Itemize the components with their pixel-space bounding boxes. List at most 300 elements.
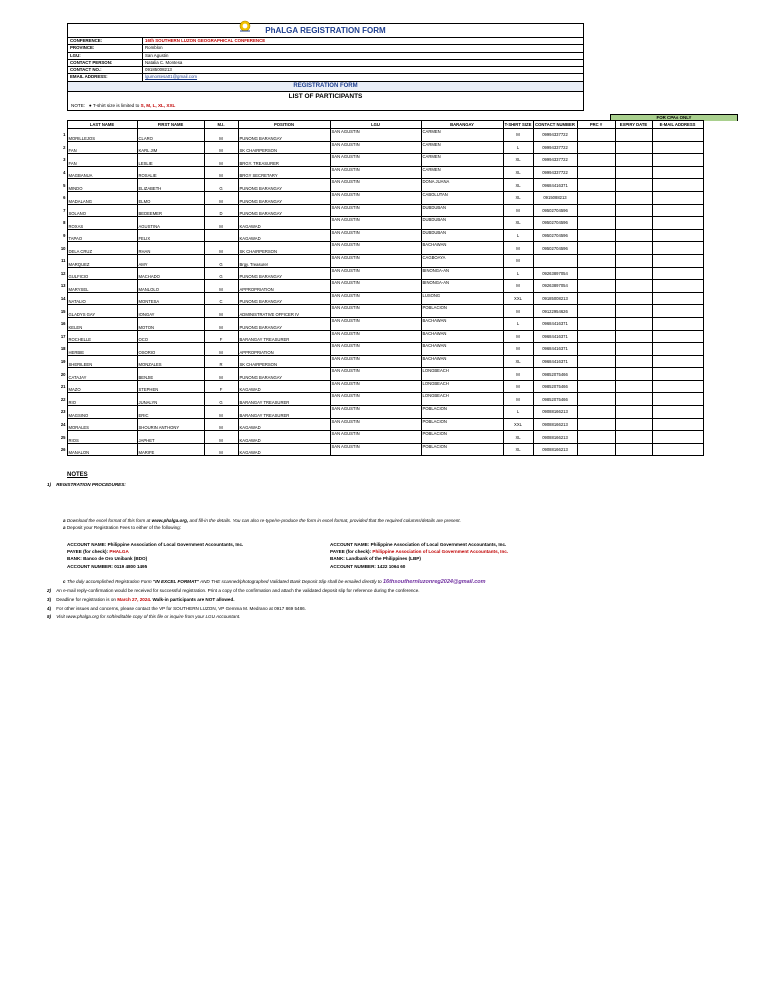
first-name-cell: MACHADO xyxy=(137,267,204,280)
tshirt-size-cell: XL xyxy=(503,191,533,204)
header-field-row xyxy=(67,74,584,81)
barangay-cell: BACHAWAN xyxy=(421,317,503,330)
first-name-cell: KARL JIM xyxy=(137,141,204,154)
notes-title: NOTES xyxy=(67,472,88,478)
contact-number-cell: 09994337722 xyxy=(533,141,577,154)
barangay-cell: LUSONG xyxy=(421,292,503,305)
expiry-date-cell xyxy=(615,242,652,255)
prc-cell xyxy=(577,317,615,330)
first-name-cell: LESLIE xyxy=(137,154,204,167)
barangay-cell: CAGBOAYA xyxy=(421,254,503,267)
registration-form-heading: REGISTRATION FORM xyxy=(67,82,584,92)
prc-cell xyxy=(577,229,615,242)
row-number: 20 xyxy=(60,371,66,377)
lgu-cell: SAN AGUSTIN xyxy=(330,443,421,456)
first-name-cell: OCO xyxy=(137,330,204,343)
email-cell xyxy=(652,179,703,192)
position-cell: PUNONG BARANGAY xyxy=(238,368,330,381)
contact-number-cell: 09684416371 xyxy=(533,330,577,343)
table-row xyxy=(57,191,703,204)
notes-item-c: c The duly accomplished Registration Form "IN EXCEL FORMAT" AND THE scanned/photographed Validated Bank Deposit Slip shall be emailed directly to 16thsouthernluzonreg2024@gmail.com xyxy=(63,579,486,585)
prc-cell xyxy=(577,355,615,368)
barangay-cell: CARMEN xyxy=(421,129,503,142)
last-name-cell: MARQUEZ xyxy=(67,254,137,267)
lgu-cell: SAN AGUSTIN xyxy=(330,141,421,154)
form-title: PhALGA REGISTRATION FORM xyxy=(265,26,386,35)
header-field-row xyxy=(67,45,584,52)
email-cell xyxy=(652,191,703,204)
position-cell: SK CHAIRPERSON xyxy=(238,242,330,255)
table-row xyxy=(57,368,703,381)
lgu-cell: SAN AGUSTIN xyxy=(330,330,421,343)
table-row xyxy=(57,154,703,167)
lgu-cell: SAN AGUSTIN xyxy=(330,280,421,293)
last-name-cell: TAPAO xyxy=(67,229,137,242)
column-header: LGU xyxy=(330,121,421,129)
mi-cell: M xyxy=(204,406,238,419)
barangay-cell: BACHAWAN xyxy=(421,343,503,356)
column-header: M.I. xyxy=(204,121,238,129)
table-row xyxy=(57,431,703,444)
column-header: BARANGAY xyxy=(421,121,503,129)
tshirt-size-cell: XL xyxy=(503,431,533,444)
email-cell xyxy=(652,141,703,154)
lgu-cell: SAN AGUSTIN xyxy=(330,431,421,444)
contact-number-cell: 09852075466 xyxy=(533,368,577,381)
first-name-cell: MANLOLO xyxy=(137,280,204,293)
tshirt-size-cell: XL xyxy=(503,166,533,179)
position-cell: SK CHAIRPERSON xyxy=(238,141,330,154)
email-cell xyxy=(652,330,703,343)
tshirt-size-cell: XL xyxy=(503,355,533,368)
tshirt-size-cell: L xyxy=(503,317,533,330)
expiry-date-cell xyxy=(615,431,652,444)
mi-cell: M xyxy=(204,242,238,255)
first-name-cell: BENJIE xyxy=(137,368,204,381)
table-row xyxy=(57,242,703,255)
prc-cell xyxy=(577,368,615,381)
tshirt-size-cell: XXL xyxy=(503,292,533,305)
mi-cell: M xyxy=(204,141,238,154)
last-name-cell: HERBIE xyxy=(67,343,137,356)
position-cell: ADMINISTRATIVE OFFICER IV xyxy=(238,305,330,318)
barangay-cell: POBLACION xyxy=(421,406,503,419)
email-cell xyxy=(652,166,703,179)
lgu-cell: SAN AGUSTIN xyxy=(330,380,421,393)
tshirt-size-cell: M xyxy=(503,380,533,393)
email-cell xyxy=(652,305,703,318)
prc-cell xyxy=(577,330,615,343)
table-row xyxy=(57,305,703,318)
last-name-cell: FAN xyxy=(67,141,137,154)
expiry-date-cell xyxy=(615,154,652,167)
prc-cell xyxy=(577,443,615,456)
expiry-date-cell xyxy=(615,418,652,431)
table-row xyxy=(57,129,703,142)
position-cell: BRGY SECRETARY xyxy=(238,166,330,179)
row-number: 17 xyxy=(60,333,66,339)
first-name-cell: AMY xyxy=(137,254,204,267)
mi-cell: M xyxy=(204,129,238,142)
contact-number-cell: 09088166213 xyxy=(533,418,577,431)
position-cell: APPROPRIATION xyxy=(238,343,330,356)
last-name-cell: MARYSEL xyxy=(67,280,137,293)
column-header: EXPIRY DATE xyxy=(615,121,652,129)
participants-table xyxy=(57,120,704,456)
column-header: POSITION xyxy=(238,121,330,129)
table-row xyxy=(57,393,703,406)
prc-cell xyxy=(577,242,615,255)
row-number: 21 xyxy=(60,384,66,390)
barangay-cell: POBLACION xyxy=(421,418,503,431)
header-field-label: LGU: xyxy=(68,53,143,59)
expiry-date-cell xyxy=(615,267,652,280)
lgu-cell: SAN AGUSTIN xyxy=(330,166,421,179)
last-name-cell: MAGSINO xyxy=(67,406,137,419)
row-number: 9 xyxy=(63,233,66,239)
row-number: 16 xyxy=(60,321,66,327)
lgu-cell: SAN AGUSTIN xyxy=(330,217,421,230)
row-number: 4 xyxy=(63,170,66,176)
prc-cell xyxy=(577,393,615,406)
first-name-cell: JAPHET xyxy=(137,431,204,444)
position-cell: KAGAWAD xyxy=(238,380,330,393)
last-name-cell: MINDO xyxy=(67,179,137,192)
first-name-cell: CLARO xyxy=(137,129,204,142)
contact-number-cell: 09502704596 xyxy=(533,242,577,255)
mi-cell: M xyxy=(204,191,238,204)
header-field-row xyxy=(67,67,584,74)
email-cell xyxy=(652,343,703,356)
barangay-cell: DUBDUBAN xyxy=(421,229,503,242)
expiry-date-cell xyxy=(615,443,652,456)
position-cell: PUNONG BARANGAY xyxy=(238,267,330,280)
prc-cell xyxy=(577,292,615,305)
last-name-cell: SOLANO xyxy=(67,204,137,217)
prc-cell xyxy=(577,154,615,167)
column-header: PRC # xyxy=(577,121,615,129)
mi-cell: G xyxy=(204,267,238,280)
last-name-cell: FAN xyxy=(67,154,137,167)
prc-cell xyxy=(577,179,615,192)
header-field-value: Natalia C. Montesa xyxy=(145,59,183,65)
contact-number-cell: 09088166213 xyxy=(533,406,577,419)
table-row xyxy=(57,166,703,179)
first-name-cell: IONGAY xyxy=(137,305,204,318)
email-cell xyxy=(652,217,703,230)
contact-number-cell: 09185008213 xyxy=(533,292,577,305)
prc-cell xyxy=(577,380,615,393)
table-row xyxy=(57,406,703,419)
row-number: 19 xyxy=(60,358,66,364)
expiry-date-cell xyxy=(615,305,652,318)
tshirt-size-cell: M xyxy=(503,330,533,343)
column-header: FIRST NAME xyxy=(137,121,204,129)
contact-number-cell: 09502704596 xyxy=(533,204,577,217)
form-sheet xyxy=(67,23,584,111)
lgu-cell: SAN AGUSTIN xyxy=(330,254,421,267)
lgu-cell: SAN AGUSTIN xyxy=(330,305,421,318)
notes-item-a: a Download the excel format of this form at www.phalga.org, and fill-in the details. You can also re-type/re-produce the form in excel format, provided that the required columns/details are present. xyxy=(63,518,461,523)
expiry-date-cell xyxy=(615,204,652,217)
header-field-value: San Agustin xyxy=(145,52,169,58)
position-cell: PUNONG BARANGAY xyxy=(238,292,330,305)
contact-number-cell xyxy=(533,254,577,267)
mi-cell: R xyxy=(204,355,238,368)
phalga-link[interactable]: www.phalga.org, xyxy=(151,518,189,523)
position-cell: PUNONG BARANGAY xyxy=(238,317,330,330)
lgu-cell: SAN AGUSTIN xyxy=(330,154,421,167)
table-row xyxy=(57,317,703,330)
row-number: 12 xyxy=(60,270,66,276)
mi-cell xyxy=(204,229,238,242)
first-name-cell: JUNALYN xyxy=(137,393,204,406)
barangay-cell: POBLACION xyxy=(421,431,503,444)
tshirt-size-cell: M xyxy=(503,368,533,381)
prc-cell xyxy=(577,191,615,204)
barangay-cell: DONA JUANA xyxy=(421,179,503,192)
prc-cell xyxy=(577,431,615,444)
position-cell: SK CHAIRPERSON xyxy=(238,355,330,368)
mi-cell: F xyxy=(204,330,238,343)
email-cell xyxy=(652,267,703,280)
contact-number-cell: 0915088213 xyxy=(533,191,577,204)
row-number: 11 xyxy=(61,258,66,264)
last-name-cell: GULFICIO xyxy=(67,267,137,280)
lgu-cell: SAN AGUSTIN xyxy=(330,355,421,368)
expiry-date-cell xyxy=(615,129,652,142)
row-number: 22 xyxy=(60,396,66,402)
first-name-cell: MONZALES xyxy=(137,355,204,368)
barangay-cell: CABOLUTAN xyxy=(421,191,503,204)
position-cell: PUNONG BARANGAY xyxy=(238,129,330,142)
position-cell: KAGAWAD xyxy=(238,229,330,242)
header-field-row xyxy=(67,60,584,67)
contact-number-cell: 09852075466 xyxy=(533,393,577,406)
lgu-cell: SAN AGUSTIN xyxy=(330,229,421,242)
row-number: 2 xyxy=(63,144,66,150)
header-field-label: EMAIL ADDRESS: xyxy=(68,74,143,80)
table-row xyxy=(57,443,703,456)
mi-cell: M xyxy=(204,431,238,444)
row-number: 24 xyxy=(60,421,66,427)
first-name-cell: AGUSTINA xyxy=(137,217,204,230)
header-field-value[interactable]: lgumontesa01@gmail.com xyxy=(145,74,198,80)
email-cell xyxy=(652,204,703,217)
header-field-label: CONTACT NO.: xyxy=(68,67,143,73)
barangay-cell: BINONGA-AN xyxy=(421,267,503,280)
table-row xyxy=(57,229,703,242)
mi-cell: G xyxy=(204,179,238,192)
notes-item-3: 3) Deadline for registration is on March 27, 2024. Walk-in participants are NOT allowed. xyxy=(47,597,235,602)
table-row xyxy=(57,330,703,343)
contact-number-cell: 09502704596 xyxy=(533,229,577,242)
position-cell: KAGAWAD xyxy=(238,431,330,444)
expiry-date-cell xyxy=(615,406,652,419)
tshirt-size-cell: XL xyxy=(503,179,533,192)
tshirt-size-cell: M xyxy=(503,343,533,356)
row-number: 15 xyxy=(60,308,66,314)
last-name-cell: RIO xyxy=(67,393,137,406)
email-cell xyxy=(652,254,703,267)
expiry-date-cell xyxy=(615,166,652,179)
table-header-row xyxy=(57,121,703,129)
last-name-cell: MORILLEJOS xyxy=(67,129,137,142)
mi-cell: M xyxy=(204,166,238,179)
contact-number-cell: 09994337722 xyxy=(533,154,577,167)
tshirt-size-cell: M xyxy=(503,129,533,142)
row-number: 23 xyxy=(60,409,66,415)
header-field-label: CONTACT PERSON: xyxy=(68,60,143,66)
tshirt-size-cell: XXL xyxy=(503,418,533,431)
prc-cell xyxy=(577,166,615,179)
row-number: 18 xyxy=(60,346,66,352)
email-cell xyxy=(652,280,703,293)
tshirt-size-cell: L xyxy=(503,229,533,242)
lgu-cell: SAN AGUSTIN xyxy=(330,368,421,381)
row-number: 5 xyxy=(63,182,66,188)
prc-cell xyxy=(577,343,615,356)
row-number: 3 xyxy=(63,157,66,163)
contact-number-cell: 09263897054 xyxy=(533,267,577,280)
last-name-cell: KELEN xyxy=(67,317,137,330)
header-field-label: PROVINCE: xyxy=(68,45,143,51)
mi-cell: M xyxy=(204,317,238,330)
header-field-value: 09185008213 xyxy=(145,67,172,73)
last-name-cell: MANALON xyxy=(67,443,137,456)
position-cell: Brgy. Treasurer xyxy=(238,254,330,267)
contact-number-cell: 09088166213 xyxy=(533,443,577,456)
lgu-cell: SAN AGUSTIN xyxy=(330,129,421,142)
notes-item-2: 2) An e-mail reply-confirmation would be received for successful registration. Print a copy of the confirmation and attach the validated deposit slip for reference during the conference. xyxy=(47,588,420,593)
list-of-participants-heading: LIST OF PARTICIPANTS xyxy=(67,92,584,101)
row-number: 8 xyxy=(63,220,66,226)
last-name-cell: ROXAS xyxy=(67,217,137,230)
prc-cell xyxy=(577,267,615,280)
lgu-cell: SAN AGUSTIN xyxy=(330,191,421,204)
tshirt-size-cell: M xyxy=(503,305,533,318)
header-field-label: CONFERENCE: xyxy=(68,38,143,44)
row-number: 26 xyxy=(60,447,66,453)
last-name-cell: MAGBANUA xyxy=(67,166,137,179)
table-row xyxy=(57,217,703,230)
table-row xyxy=(57,343,703,356)
tshirt-size-cell: L xyxy=(503,406,533,419)
email-cell xyxy=(652,292,703,305)
first-name-cell: OSORIO xyxy=(137,343,204,356)
notes-item-5: 5) Visit www.phalga.org for soft/editable copy of this file or inquire from your LGU Accountant. xyxy=(47,614,241,619)
mi-cell: M xyxy=(204,418,238,431)
column-header: T-SHIRT SIZE xyxy=(504,122,532,127)
barangay-cell: LONGBEACH xyxy=(421,380,503,393)
expiry-date-cell xyxy=(615,229,652,242)
tshirt-size-cell: M xyxy=(503,242,533,255)
barangay-cell: DUBDUBAN xyxy=(421,204,503,217)
email-cell xyxy=(652,317,703,330)
email-cell xyxy=(652,406,703,419)
expiry-date-cell xyxy=(615,254,652,267)
contact-number-cell: 09994337722 xyxy=(533,166,577,179)
email-cell xyxy=(652,418,703,431)
barangay-cell: CARMEN xyxy=(421,154,503,167)
tshirt-size-cell: XL xyxy=(503,217,533,230)
email-cell xyxy=(652,229,703,242)
lgu-cell: SAN AGUSTIN xyxy=(330,317,421,330)
last-name-cell: SHERILEEN xyxy=(67,355,137,368)
header-field-row xyxy=(67,53,584,60)
barangay-cell: LONGBEACH xyxy=(421,393,503,406)
row-number: 13 xyxy=(60,283,66,289)
bullet-icon: ● xyxy=(88,102,92,108)
expiry-date-cell xyxy=(615,368,652,381)
position-cell: PUNONG BARANGAY xyxy=(238,179,330,192)
expiry-date-cell xyxy=(615,141,652,154)
email-cell xyxy=(652,393,703,406)
column-header: E-MAIL ADDRESS xyxy=(652,121,703,129)
table-row xyxy=(57,292,703,305)
lgu-cell: SAN AGUSTIN xyxy=(330,267,421,280)
position-cell: KAGAWAD xyxy=(238,418,330,431)
column-header: LAST NAME xyxy=(67,121,137,129)
header-field-row xyxy=(67,38,584,45)
expiry-date-cell xyxy=(615,343,652,356)
position-cell: KAGAWAD xyxy=(238,217,330,230)
first-name-cell: STEPHEN xyxy=(137,380,204,393)
email-cell xyxy=(652,154,703,167)
tshirt-size-cell: XL xyxy=(503,443,533,456)
last-name-cell: MORALES xyxy=(67,418,137,431)
first-name-cell: ELMO xyxy=(137,191,204,204)
contact-number-cell: 09122954626 xyxy=(533,305,577,318)
row-number: 1 xyxy=(63,132,66,138)
contact-number-cell: 09502704596 xyxy=(533,217,577,230)
table-row xyxy=(57,254,703,267)
mi-cell: M xyxy=(204,154,238,167)
position-cell: PUNONG BARANGAY xyxy=(238,191,330,204)
table-row xyxy=(57,141,703,154)
expiry-date-cell xyxy=(615,280,652,293)
table-row xyxy=(57,355,703,368)
row-number: 10 xyxy=(60,245,66,251)
barangay-cell: BACHAWAN xyxy=(421,330,503,343)
expiry-date-cell xyxy=(615,355,652,368)
row-number: 6 xyxy=(63,195,66,201)
prc-cell xyxy=(577,141,615,154)
barangay-cell: POBLACION xyxy=(421,305,503,318)
contact-number-cell: 09852075466 xyxy=(533,380,577,393)
email-cell xyxy=(652,355,703,368)
contact-number-cell: 09263897054 xyxy=(533,280,577,293)
first-name-cell: MONTESA xyxy=(137,292,204,305)
first-name-cell: ROSALIE xyxy=(137,166,204,179)
mi-cell: D xyxy=(204,204,238,217)
lgu-cell: SAN AGUSTIN xyxy=(330,418,421,431)
expiry-date-cell xyxy=(615,292,652,305)
lgu-cell: SAN AGUSTIN xyxy=(330,393,421,406)
tshirt-size-cell: M xyxy=(503,280,533,293)
prc-cell xyxy=(577,129,615,142)
mi-cell: M xyxy=(204,217,238,230)
expiry-date-cell xyxy=(615,179,652,192)
registration-email-link[interactable]: 16thsouthernluzonreg2024@gmail.com xyxy=(382,579,486,585)
notes-item-4: 4) For other issues and concerns, please contact the VP for SOUTHERN LUZON, VP Gemma M. Medrano at 0917 869 5486. xyxy=(47,606,307,611)
barangay-cell: BACHAWAN xyxy=(421,355,503,368)
first-name-cell: MARIFE xyxy=(137,443,204,456)
lgu-cell: SAN AGUSTIN xyxy=(330,406,421,419)
contact-number-cell: 09994337722 xyxy=(533,129,577,142)
first-name-cell: ELIZABETH xyxy=(137,179,204,192)
prc-cell xyxy=(577,418,615,431)
